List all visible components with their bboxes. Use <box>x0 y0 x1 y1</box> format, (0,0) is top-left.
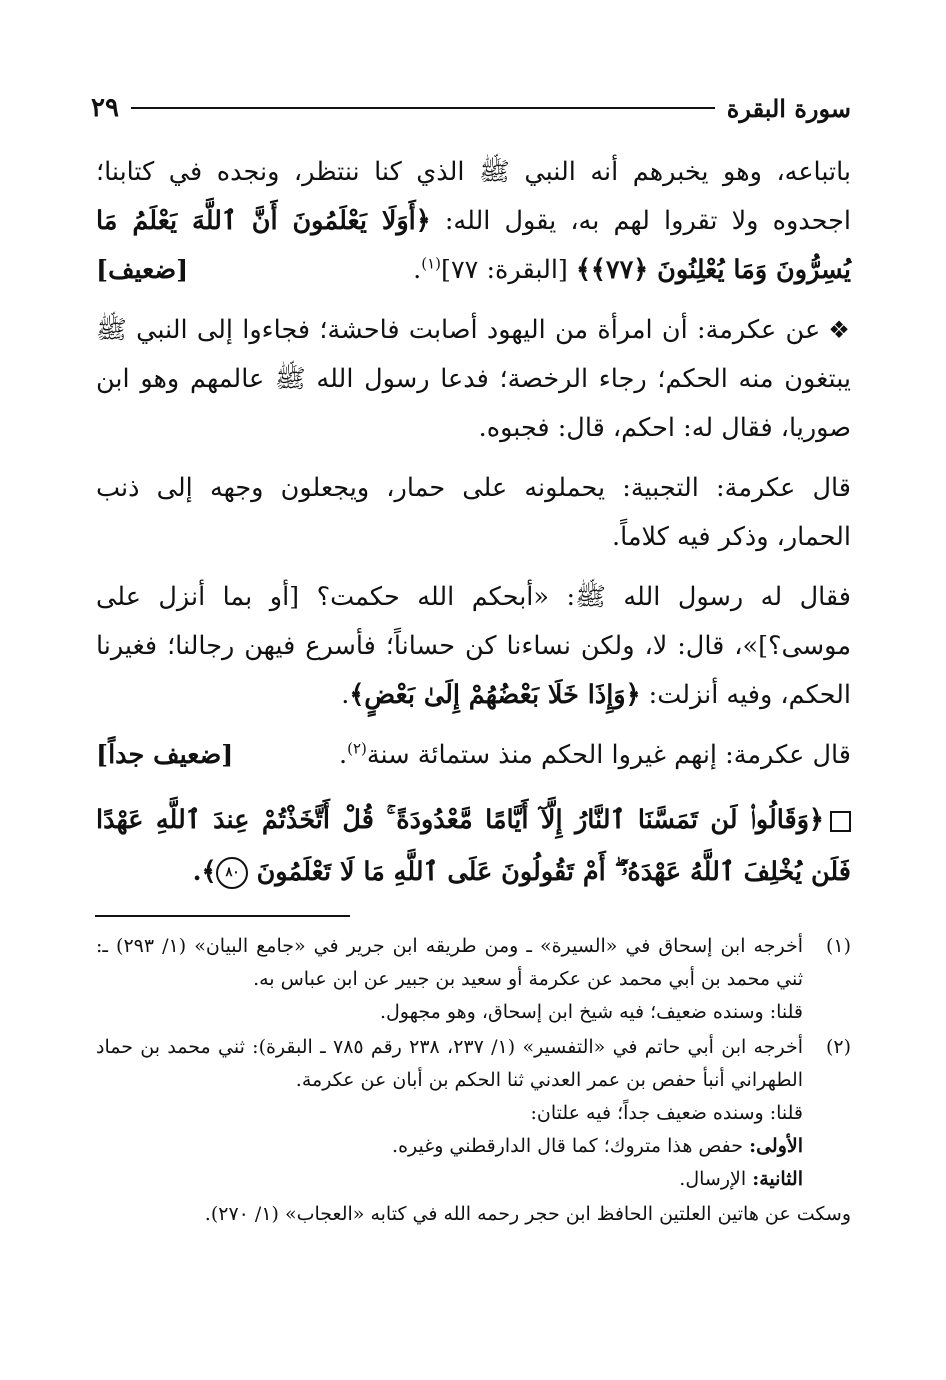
paragraph-4: فقال له رسول الله ﷺ: «أبحكم الله حكمت؟ [أو بما أنزل على موسى؟]»، قال: لا، ولكن نساءنا كن حساناً؛ فأسرع فيهن رجالنا؛ فغيرنا الحكم، وفيه أنزلت: ﴿وَإِذَا خَلَا بَعْضُهُمْ إِلَىٰ بَعْضٍ﴾. <box>96 582 851 710</box>
footnote-2 <box>96 1031 851 1196</box>
footnotes <box>96 930 851 1231</box>
footnote-1 <box>96 930 851 1029</box>
ayah-number-icon: ٨٠ <box>216 857 248 889</box>
square-bullet-icon <box>830 811 851 832</box>
footnote-number: (١) <box>825 935 851 957</box>
paragraph-2 <box>96 306 851 453</box>
header-rule <box>131 107 715 109</box>
paragraph-text: باتباعه، وهو يخبرهم أنه النبي ﷺ الذي كنا ننتظر، ونجده في كتابنا؛ اجحدوه ولا تقروا لهم به، يقول الله: <box>96 157 851 236</box>
footnote-second-issue: الثانية: الإرسال. <box>679 1168 803 1190</box>
paragraph-text: قال عكرمة: إنهم غيروا الحكم منذ ستمائة سنة <box>366 740 851 770</box>
main-text <box>96 148 851 924</box>
quran-verse: ﴿وَقَالُوا۟ لَن تَمَسَّنَا ٱلنَّارُ إِلَّآ أَيَّامًا مَّعْدُودَةً ۚ قُلْ أَتَّخَذْتُمْ عِندَ ٱللَّهِ عَهْدًا فَلَن يُخْلِفَ ٱللَّهُ عَهْدَهُۥٓ ۖ أَمْ تَقُولُونَ عَلَى ٱللَّهِ مَا لَا تَعْلَمُونَ <box>96 805 851 887</box>
paragraph-5: قال عكرمة: إنهم غيروا الحكم منذ ستمائة سنة$^{(٢)}$. [ضعيف جداً] <box>96 731 851 780</box>
verse-reference: [البقرة: ٧٧] <box>440 255 576 285</box>
footnote-number: (٢) <box>825 1036 851 1058</box>
quran-quote: ﴿وَإِذَا خَلَا بَعْضُهُمْ إِلَىٰ بَعْضٍ﴾ <box>349 680 641 710</box>
page-header <box>91 88 851 128</box>
paragraph-1: باتباعه، وهو يخبرهم أنه النبي ﷺ الذي كنا ننتظر، ونجده في كتابنا؛ اجحدوه ولا تقروا لهم به، يقول الله: ﴿أَوَلَا يَعْلَمُونَ أَنَّ ٱللَّهَ يَعْلَمُ مَا يُسِرُّونَ وَمَا يُعْلِنُونَ ﴿٧٧﴾﴾ [البقرة: ٧٧]$^{(١)}$. [ضعيف] <box>96 148 851 295</box>
surah-title: سورة البقرة <box>726 93 851 123</box>
verse-block: ﴿وَقَالُوا۟ لَن تَمَسَّنَا ٱلنَّارُ إِلَّآ أَيَّامًا مَّعْدُودَةً ۚ قُلْ أَتَّخَذْتُمْ عِندَ ٱللَّهِ عَهْدًا فَلَن يُخْلِفَ ٱللَّهُ عَهْدَهُۥٓ ۖ أَمْ تَقُولُونَ عَلَى ٱللَّهِ مَا لَا تَعْلَمُونَ ٨٠﴾. <box>96 805 851 887</box>
quran-quote: ﴿أَوَلَا يَعْلَمُونَ أَنَّ ٱللَّهَ يَعْلَمُ مَا يُسِرُّونَ وَمَا يُعْلِنُونَ ﴿٧٧﴾﴾ <box>96 206 851 285</box>
diamond-bullet-icon: ❖ <box>828 316 851 344</box>
footnote-text: أخرجه ابن إسحاق في «السيرة» ـ ومن طريقه ابن جرير في «جامع البيان» (١/ ٢٩٣) ـ: ثني محمد بن أبي محمد عن عكرمة أو سعيد بن جبير عن ابن عباس به. <box>96 935 803 990</box>
paragraph-text: قال عكرمة: التجبية: يحملونه على حمار، ويجعلون وجهه إلى ذنب الحمار، وذكر فيه كلاماً. <box>96 473 851 552</box>
footnote-text: أخرجه ابن أبي حاتم في «التفسير» (١/ ٢٣٧، ٢٣٨ رقم ٧٨٥ ـ البقرة): ثني محمد بن حماد الطهراني أنبأ حفص بن عمر العدني ثنا الحكم بن أبان عن عكرمة. <box>96 1036 804 1091</box>
paragraph-3 <box>96 464 851 562</box>
footnote-ref-2: (٢) <box>347 739 367 758</box>
footnote-separator <box>95 915 350 917</box>
grade-label: [ضعيف] <box>96 255 189 285</box>
grade-label: [ضعيف جداً] <box>96 740 234 770</box>
footnote-text: قلنا: وسنده ضعيف؛ فيه شيخ ابن إسحاق، وهو مجهول. <box>379 1001 803 1023</box>
paragraph-text: فقال له رسول الله ﷺ: «أبحكم الله حكمت؟ [أو بما أنزل على موسى؟]»، قال: لا، ولكن نساءنا كن حساناً؛ فأسرع فيهن رجالنا؛ فغيرنا الحكم، وفيه أنزلت: <box>96 582 851 710</box>
footnote-closing: وسكت عن هاتين العلتين الحافظ ابن حجر رحمه الله في كتابه «العجاب» (١/ ٢٧٠). <box>204 1203 851 1225</box>
paragraph-text: عن عكرمة: أن امرأة من اليهود أصابت فاحشة؛ فجاءوا إلى النبي ﷺ يبتغون منه الحكم؛ رجاء الرخصة؛ فدعا رسول الله ﷺ عالمهم وهو ابن صوريا، فقال له: احكم، قال: فجبوه. <box>96 315 851 443</box>
footnote-text: قلنا: وسنده ضعيف جداً؛ فيه علتان: <box>530 1102 803 1124</box>
page-number: ٢٩ <box>91 93 119 123</box>
footnote-first-issue: الأولى: حفص هذا متروك؛ كما قال الدارقطني وغيره. <box>392 1135 803 1157</box>
footnote-ref-1: (١) <box>421 254 441 273</box>
